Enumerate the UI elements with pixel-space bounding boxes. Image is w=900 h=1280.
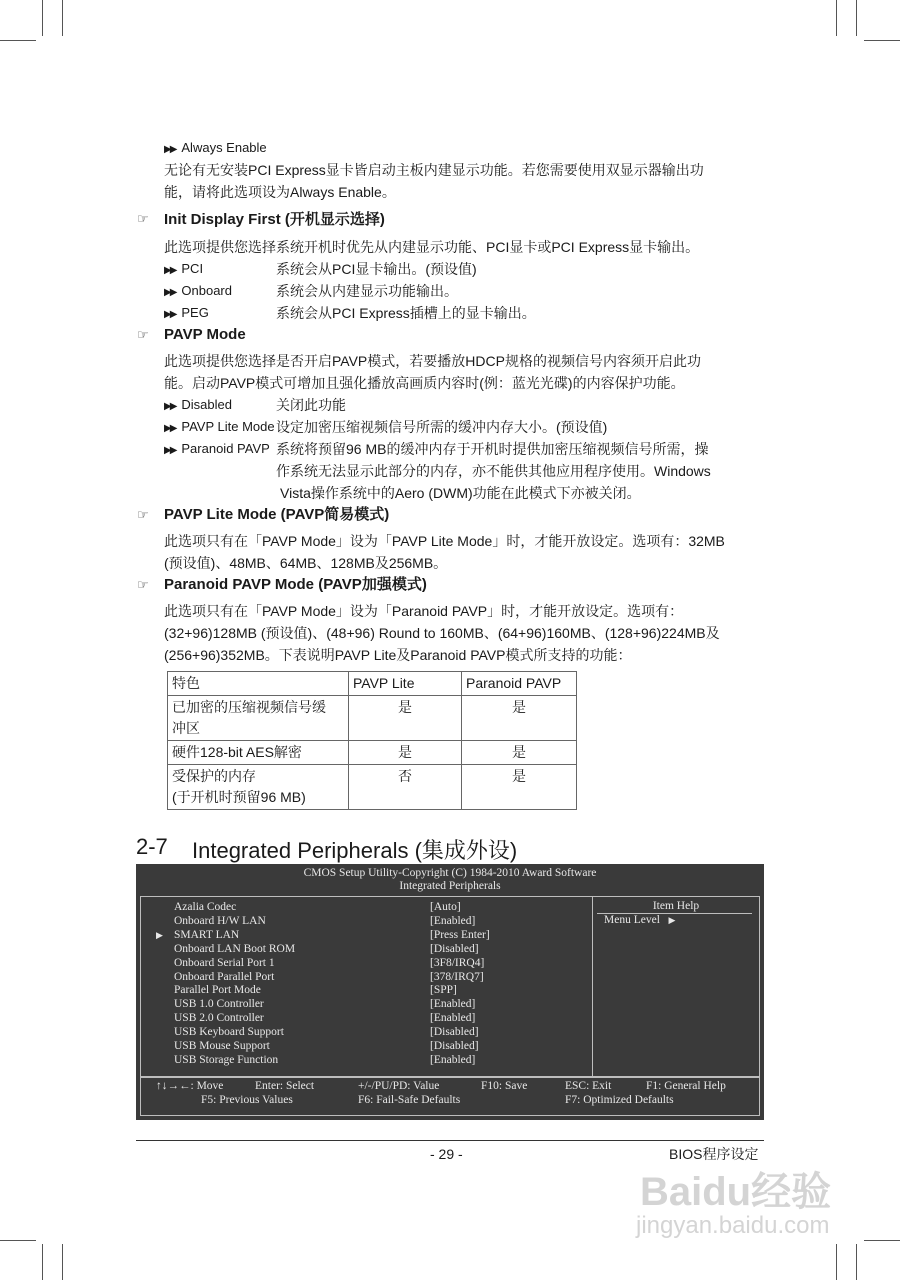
paragraph: (256+96)352MB。下表说明PAVP Lite及Paranoid PAVP模式所支持的功能： [164,647,632,663]
item-heading: Init Display First (开机显示选择) [164,211,385,228]
watermark-logo: Baidu经验 [640,1170,832,1214]
bios-setting-label: USB Storage Function [174,1053,279,1066]
table-row [168,741,577,765]
key-exit: ESC: Exit [565,1080,612,1092]
bios-setting-value[interactable]: [378/IRQ7] [430,970,484,983]
bios-setting-row[interactable] [136,1053,592,1067]
double-arrow-icon: ▶▶ [164,423,176,434]
pointing-hand-icon: ☞ [137,327,149,342]
bios-setting-value[interactable]: [Disabled] [430,1040,479,1052]
crop-mark [864,40,900,41]
paragraph: 能。启动PAVP模式可增加且强化播放高画质内容时(例：蓝光光碟)的内容保护功能。 [164,375,685,391]
submenu-arrow-icon: ▶ [156,929,163,940]
bios-setting-value[interactable]: [Disabled] [430,1026,479,1039]
bios-setting-label: Parallel Port Mode [174,984,261,997]
option-desc-cont: 作系统无法显示此部分的内存，亦不能供其他应用程序使用。Windows [276,463,711,479]
bios-setting-value[interactable]: [Enabled] [430,1053,476,1066]
bios-setting-row[interactable] [136,928,592,942]
bios-setting-row[interactable] [136,970,592,984]
crop-mark [0,40,36,41]
paragraph: (预设值)、48MB、64MB、128MB及256MB。 [164,555,448,571]
paragraph: 此选项提供您选择系统开机时优先从内建显示功能、PCI显卡或PCI Express显卡输出。 [164,239,700,255]
bios-setting-value[interactable]: [Press Enter] [430,928,490,941]
bios-setting-label: Onboard Parallel Port [174,970,275,983]
bios-setting-row[interactable] [136,1039,592,1053]
item-help-title: Item Help [652,900,700,912]
option-desc: 系统会从PCI Express插槽上的显卡输出。 [276,305,536,321]
option-desc: 系统会从内建显示功能输出。 [276,283,458,299]
cell-line: 冲区 [172,720,200,736]
footer-section-name: BIOS程序设定 [669,1146,759,1162]
crop-mark [856,1244,857,1280]
double-arrow-icon: ▶▶ [164,401,176,412]
paragraph: 无论有无安装PCI Express显卡皆启动主板内建显示功能。若您需要使用双显示器输出功 [164,162,704,178]
bios-setting-row[interactable] [136,1011,592,1025]
crop-mark [864,1240,900,1241]
table-cell: 否 [349,765,462,810]
bios-setting-row[interactable] [136,942,592,956]
key-save: F10: Save [481,1080,528,1092]
bios-screen [136,864,764,1120]
bios-setting-value[interactable]: [SPP] [430,984,457,997]
bios-setting-value[interactable]: [Enabled] [430,998,476,1011]
option-label: Always Enable [181,140,267,155]
bios-setting-label: Onboard LAN Boot ROM [174,942,296,955]
double-arrow-icon: ▶▶ [164,144,176,155]
menu-level-arrow-icon: ▶ [668,915,676,925]
pointing-hand-icon: ☞ [137,507,149,522]
option-label: PAVP Lite Mode [181,419,275,434]
table-row [168,696,577,741]
bios-setting-value[interactable]: [Enabled] [430,1012,476,1025]
option-desc: 系统会从PCI显卡输出。(预设值) [276,261,477,277]
watermark-url: jingyan.baidu.com [636,1212,830,1239]
option-label: PEG [181,305,209,320]
key-move: ↑↓→←: Move [156,1080,224,1092]
bios-setting-label: Onboard Serial Port 1 [174,956,275,969]
crop-mark [0,1240,36,1241]
key-prev: F5: Previous Values [201,1094,293,1106]
double-arrow-icon: ▶▶ [164,445,176,456]
bios-setting-label: SMART LAN [174,928,240,941]
table-cell [168,765,349,810]
double-arrow-icon: ▶▶ [164,265,176,276]
option-paranoid [164,439,270,461]
double-arrow-icon: ▶▶ [164,309,176,320]
key-failsafe: F6: Fail-Safe Defaults [358,1094,461,1106]
menu-level-label: Menu Level [604,914,660,926]
option-onboard [164,281,232,303]
paragraph: (32+96)128MB (预设值)、(48+96) Round to 160MB、(64+96)160MB、(128+96)224MB及 [164,625,720,641]
table-cell: 是 [349,741,462,765]
option-desc: 系统将预留96 MB的缓冲内存于开机时提供加密压缩视频信号所需，操 [276,441,709,457]
option-pavp-lite [164,417,275,439]
crop-mark [836,0,837,36]
item-heading: PAVP Mode [164,326,246,343]
bios-setting-label: USB Mouse Support [174,1040,270,1052]
bios-setting-row[interactable] [136,956,592,970]
cell-line: 已加密的压缩视频信号缓 [172,699,326,715]
table-cell: 硬件128-bit AES解密 [168,741,349,765]
key-enter: Enter: Select [255,1080,315,1092]
option-label: Onboard [181,283,232,298]
option-desc-cont: Vista操作系统中的Aero (DWM)功能在此模式下亦被关闭。 [280,485,641,501]
bios-setting-row[interactable] [136,900,592,914]
key-help: F1: General Help [646,1080,726,1092]
option-pci [164,259,203,281]
crop-mark [856,0,857,36]
paragraph: 此选项只有在「PAVP Mode」设为「Paranoid PAVP」时，才能开放设定。选项有： [164,603,684,619]
option-desc: 关闭此功能 [276,397,346,413]
feature-table [167,671,577,810]
double-arrow-icon: ▶▶ [164,287,176,298]
bios-setting-row[interactable] [136,983,592,997]
pointing-hand-icon: ☞ [137,211,149,226]
bios-setting-label: Azalia Codec [174,901,237,913]
cell-line: 受保护的内存 [172,768,256,784]
pointing-hand-icon: ☞ [137,577,149,592]
bios-setting-value[interactable]: [Disabled] [430,942,479,955]
bios-subtitle: Integrated Peripherals [399,880,501,892]
bios-setting-label: USB 1.0 Controller [174,998,264,1011]
option-peg [164,303,209,325]
bios-setting-label: USB Keyboard Support [174,1026,284,1039]
page-number: - 29 - [430,1146,463,1162]
table-header: PAVP Lite [349,672,462,696]
item-heading: PAVP Lite Mode (PAVP简易模式) [164,506,390,523]
bios-setting-row[interactable] [136,1025,592,1039]
table-cell: 是 [462,696,577,741]
table-header-row [168,672,577,696]
table-cell [168,696,349,741]
bios-setting-value[interactable]: [Enabled] [430,914,476,927]
key-value: +/-/PU/PD: Value [358,1080,440,1092]
section-number: 2-7 [136,834,168,859]
table-cell: 是 [462,741,577,765]
table-header: Paranoid PAVP [462,672,577,696]
item-heading: Paranoid PAVP Mode (PAVP加强模式) [164,576,427,593]
menu-level [604,913,675,927]
table-header: 特色 [168,672,349,696]
key-optimized: F7: Optimized Defaults [565,1094,674,1106]
crop-mark [42,0,43,36]
table-cell: 是 [349,696,462,741]
option-always-enable [164,138,267,160]
table-row [168,765,577,810]
option-disabled [164,395,232,417]
bios-setting-row[interactable] [136,997,592,1011]
cell-line: (于开机时预留96 MB) [172,789,306,805]
option-desc: 设定加密压缩视频信号所需的缓冲内存大小。(预设值) [276,419,608,435]
bios-setting-value[interactable]: [Auto] [430,901,461,913]
bios-setting-value[interactable]: [3F8/IRQ4] [430,956,485,969]
bios-setting-label: Onboard H/W LAN [174,914,266,927]
crop-mark [42,1244,43,1280]
bios-setting-label: USB 2.0 Controller [174,1012,264,1025]
crop-mark [62,0,63,36]
crop-mark [62,1244,63,1280]
footer-rule [136,1140,764,1141]
bios-title: CMOS Setup Utility-Copyright (C) 1984-2010 Award Software [303,867,597,879]
paragraph: 此选项提供您选择是否开启PAVP模式，若要播放HDCP规格的视频信号内容须开启此功 [164,353,701,369]
option-label: PCI [181,261,204,276]
option-label: Paranoid PAVP [181,441,270,456]
paragraph: 能，请将此选项设为Always Enable。 [164,184,396,200]
table-cell: 是 [462,765,577,810]
section-title: Integrated Peripherals (集成外设) [192,838,518,863]
paragraph: 此选项只有在「PAVP Mode」设为「PAVP Lite Mode」时，才能开放设定。选项有：32MB [164,533,725,549]
option-label: Disabled [181,397,232,412]
bios-setting-row[interactable] [136,914,592,928]
crop-mark [836,1244,837,1280]
